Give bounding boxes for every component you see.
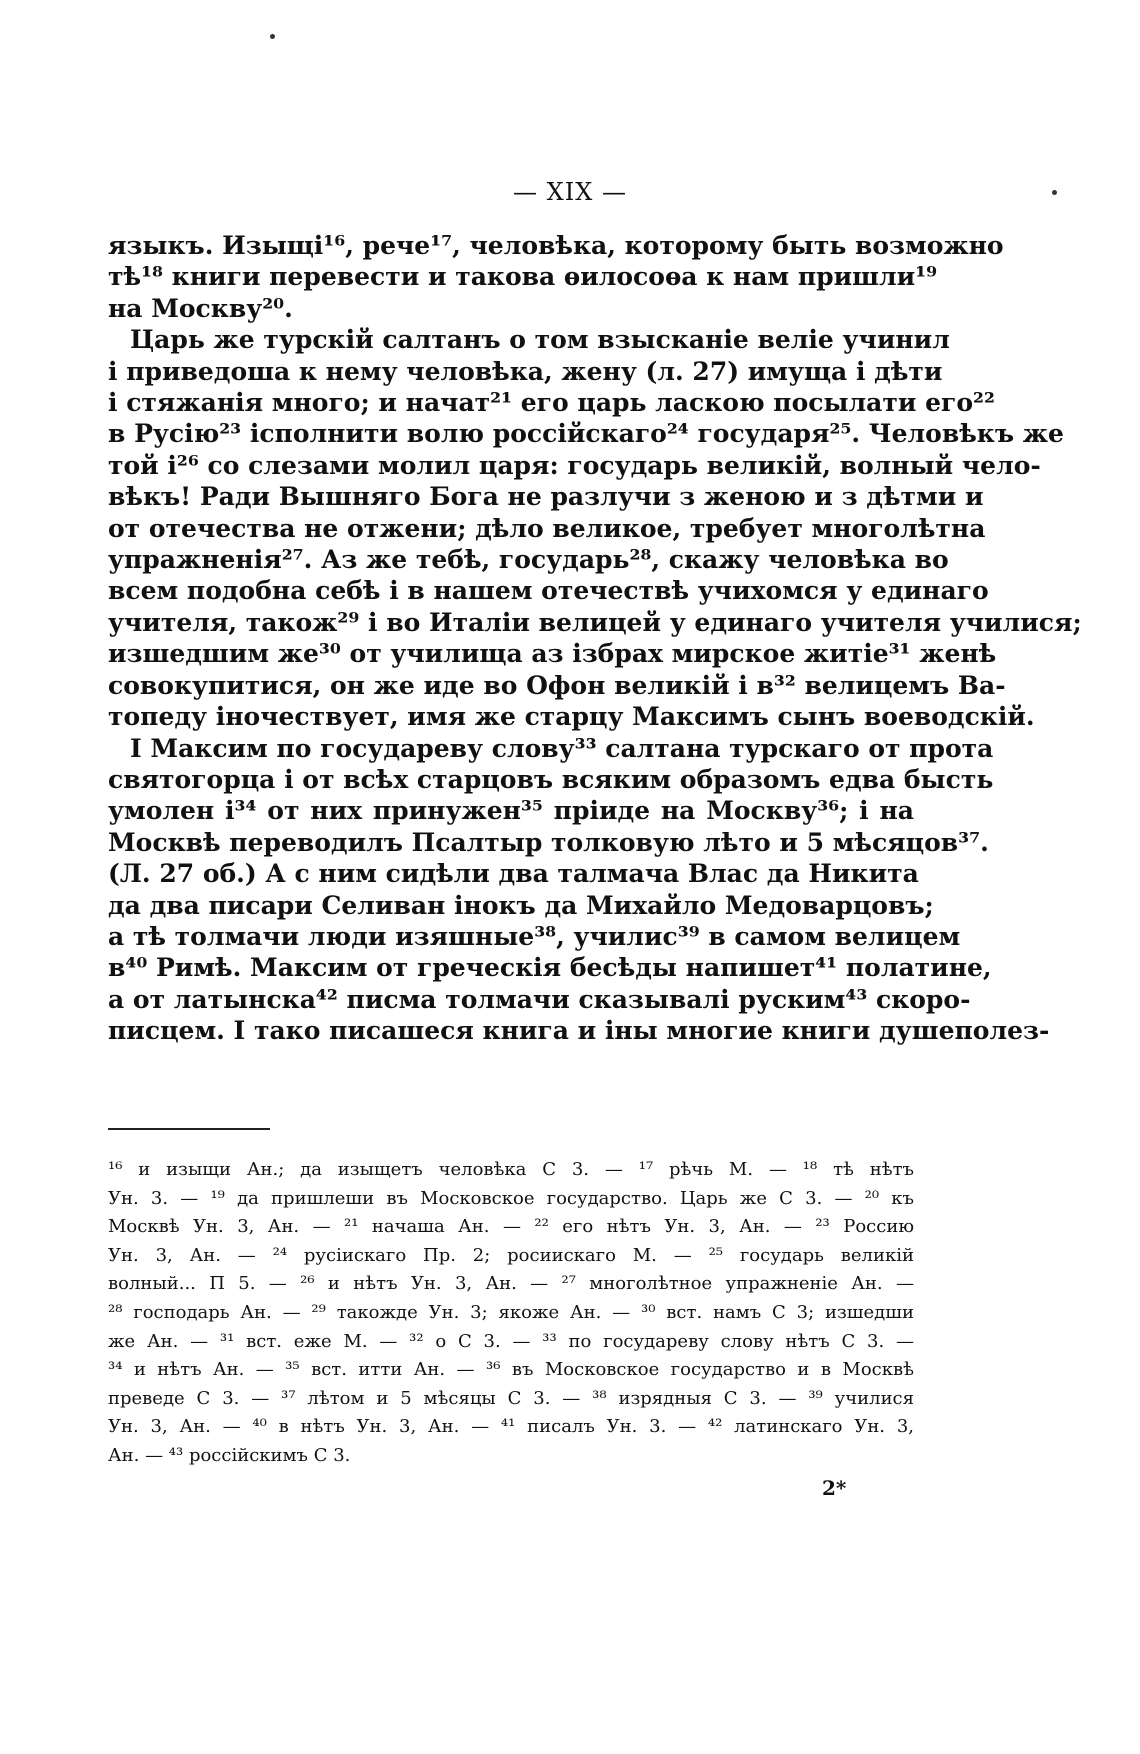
text-line: і приведоша к нему человѣка, жену (л. 27) имуща і дѣти	[108, 356, 943, 386]
text-line: святогорца і от всѣх старцовъ всяким образомъ едва бысть	[108, 764, 994, 794]
footnote-line: преведе С 3. — ³⁷ лѣтом и 5 мѣсяцы С 3. — ³⁸ изрядныя С 3. — ³⁹ училися	[108, 1387, 914, 1409]
footnote-line: Москвѣ Ун. 3, Ан. — ²¹ начаша Ан. — ²² его нѣтъ Ун. 3, Ан. — ²³ Россию	[108, 1216, 914, 1238]
footnote-line: же Ан. — ³¹ вст. еже М. — ³² о С 3. — ³³ по государеву слову нѣтъ С 3. —	[108, 1330, 914, 1352]
text-line: на Москву²⁰.	[108, 293, 293, 323]
footnote-divider	[108, 1128, 270, 1130]
text-line: изшедшим же³⁰ от училища аз ізбрах мирское житіе³¹ женѣ	[108, 639, 997, 669]
text-line: писцем. І тако писашеся книга и іны многие книги душеполез-	[108, 1016, 1050, 1046]
text-line: в Русію²³ ісполнити волю россійскаго²⁴ государя²⁵. Человѣкъ же	[108, 419, 1064, 449]
text-line: совокупитися, он же иде во Офон великій і в³² велицемъ Ва-	[108, 670, 1006, 700]
text-line: І Максим по государеву слову³³ салтана турскаго от прота	[130, 733, 994, 763]
text-line: умолен і³⁴ от них принужен³⁵ пріиде на Москву³⁶; і на	[108, 796, 914, 826]
text-line: тѣ¹⁸ книги перевести и такова ѳилосоѳа к нам пришли¹⁹	[108, 262, 938, 292]
text-line: вѣкъ! Ради Вышняго Бога не разлучи з женою и з дѣтми и	[108, 482, 984, 512]
text-line: всем подобна себѣ і в нашем отечествѣ учихомся у единаго	[108, 576, 989, 606]
speck-top	[270, 34, 275, 39]
text-line: і стяжанія много; и начат²¹ его царь лаcкою посылати его²²	[108, 388, 995, 418]
text-line: языкъ. Изыщі¹⁶, рече¹⁷, человѣка, которому быть возможно	[108, 231, 1004, 260]
footnote-line: Ун. 3, Ан. — ²⁴ русіискаго Пр. 2; росиискаго М. — ²⁵ государь великій	[108, 1244, 914, 1266]
footnote-line: ³⁴ и нѣтъ Ан. — ³⁵ вст. итти Ан. — ³⁶ въ Московское государство и в Москвѣ	[108, 1359, 914, 1381]
footnote-line: Ун. 3, Ан. — ⁴⁰ в нѣтъ Ун. 3, Ан. — ⁴¹ писалъ Ун. 3. — ⁴² латинскаго Ун. 3,	[108, 1416, 914, 1438]
footnote-line: Ан. — ⁴³ россійскимъ С 3.	[108, 1444, 351, 1466]
signature-mark: 2*	[822, 1476, 847, 1500]
text-line: Царь же турскій салтанъ о том взысканіе веліе учинил	[130, 325, 950, 355]
text-line: топеду іночествует, имя же старцу Максимъ сынъ воеводскій.	[108, 702, 1035, 732]
text-line: той і²⁶ со слезами молил царя: государь великій, волный чело-	[108, 450, 1041, 480]
text-line: в⁴⁰ Римѣ. Максим от греческія бесѣды напишет⁴¹ полатине,	[108, 953, 992, 983]
page-number-header: — XIX —	[513, 178, 627, 206]
footnote-line: ²⁸ господарь Ан. — ²⁹ такожде Ун. 3; якоже Ан. — ³⁰ вст. намъ С 3; изшедши	[108, 1301, 914, 1323]
text-line: (Л. 27 об.) А с ним сидѣли два талмача Влас да Никита	[108, 859, 919, 889]
footnote-line: волный... П 5. — ²⁶ и нѣтъ Ун. 3, Ан. — ²⁷ многолѣтное упражненіе Ан. —	[108, 1273, 914, 1295]
footnote-line: Ун. 3. — ¹⁹ да пришлеши въ Московское государство. Царь же С 3. — ²⁰ къ	[108, 1187, 914, 1209]
text-line: упражненія²⁷. Аз же тебѣ, государь²⁸, скажу человѣка во	[108, 545, 949, 575]
text-line: а тѣ толмачи люди изяшные³⁸, училис³⁹ в самом велицем	[108, 921, 961, 951]
text-line: да два писари Селиван інокъ да Михайло Медоварцовъ;	[108, 890, 934, 920]
text-line: Москвѣ переводилъ Псалтыр толковую лѣто и 5 мѣсяцов³⁷.	[108, 827, 989, 857]
text-line: а от латынска⁴² писма толмачи сказывалі руским⁴³ скоро-	[108, 984, 971, 1014]
text-line: от отечества не отжени; дѣло великое, требует многолѣтна	[108, 513, 986, 543]
main-text	[108, 230, 1082, 1047]
footnote-line: ¹⁶ и изыщи Ан.; да изыщетъ человѣка С 3. — ¹⁷ рѣчь М. — ¹⁸ тѣ нѣтъ	[108, 1159, 914, 1180]
footnotes	[108, 1156, 914, 1471]
text-line: учителя, також²⁹ і во Италіи велицей у единаго учителя училися;	[108, 607, 1082, 637]
